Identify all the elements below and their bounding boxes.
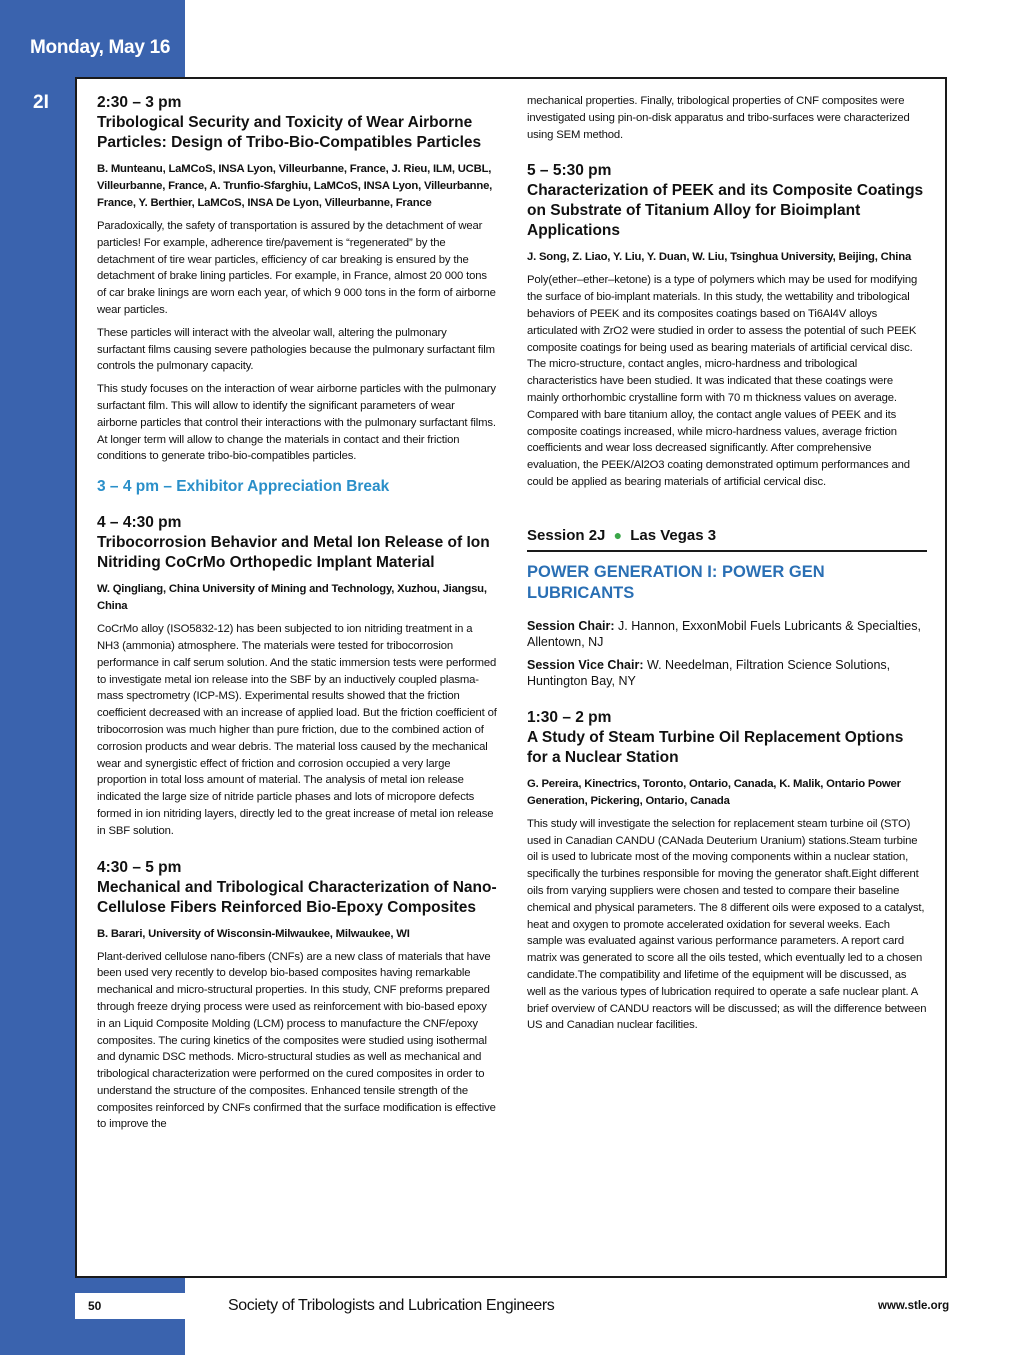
abstract-paragraph: Poly(ether–ether–ketone) is a type of polymers which may be used for modifying the surface of bio-implant materials. In this study, the wettability and tribological behaviors of PEEK and its composites coatings based on Ti6Al4V alloys articulated with ZrO2 were studied in order to assess the potential of such PEEK composite coatings for being used as bearing materials of artificial cervical disc. The micro-structure, contact angles, micro-hardness and tribological characteristics have been studied. It was indicated that these coatings were mainly orthorhombic crystalline form with 70 m thickness values on average. Compared with bare titanium alloy, the contact angle values of PEEK and its composite coatings increased, while micro-hardness values, average friction coefficients and wear loss decreased significantly. After comprehensive evaluation, the PEEK/Al2O3 coating demonstrated optimum performances and could be applied as bearing materials of artificial cervical disc. — [527, 274, 918, 488]
break-heading: 3 – 4 pm – Exhibitor Appreciation Break — [97, 478, 390, 496]
abstract-continued: mechanical properties. Finally, tribological properties of CNF composites were investigated using pin-on-disk apparatus and tribo-surfaces were characterized using SEM method. — [527, 95, 910, 141]
left-column — [97, 93, 497, 1139]
vice-chair-value: W. Needelman, Filtration Science Solutions, Huntington Bay, NY — [527, 657, 891, 688]
abstract-paragraph: Paradoxically, the safety of transportation is assured by the detachment of wear particles! For example, adherence tire/pavement is “regenerated” by the detachment of tire wear particles, efficiency of car breaking is ensured by the detachment of brake lining particles. For example, in France, almost 20 000 tons of car brake linings are worn each year, of which 9 000 tons in the form of airborne wear particles. — [97, 220, 496, 316]
session-code: 2I — [33, 92, 49, 113]
talk-5 — [527, 708, 927, 1034]
website-url: www.stle.org — [878, 1300, 950, 1312]
chair-value: J. Hannon, ExxonMobil Fuels Lubricants & Specialties, Allentown, NJ — [527, 618, 921, 649]
talk-4 — [527, 161, 927, 490]
abstract-paragraph: These particles will interact with the alveolar wall, altering the pulmonary surfactant films causing severe pathologies because the pulmonary surfactant film controls the pulmonary capacity. — [97, 326, 495, 373]
talk-1 — [97, 93, 497, 465]
session-vice-chair — [527, 657, 927, 689]
talk-title: Characterization of PEEK and its Composite Coatings on Substrate of Titanium Alloy for Bioimplant Applications — [527, 182, 924, 240]
session-room: Las Vegas 3 — [630, 526, 717, 544]
vice-chair-label: Session Vice Chair: — [527, 657, 644, 672]
talk-time: 5 – 5:30 pm — [527, 162, 612, 180]
talk-2 — [97, 513, 497, 839]
abstract-paragraph: This study focuses on the interaction of wear airborne particles with the pulmonary surfactant film. This will allow to identify the significant parameters of wear airborne particles that control their interactions with the pulmonary surfactant films. At longer term will allow to change the materials in contact and their friction conditions to generate tribo-bio-compatibles particles. — [97, 383, 496, 463]
talk-authors: B. Munteanu, LaMCoS, INSA Lyon, Villeurbanne, France, J. Rieu, ILM, UCBL, Villeurbanne, France, A. Trunfio-Sfarghiu, LaMCoS, INSA Lyon, Villeurbanne, France, Y. Berthier, LaMCoS, INSA De Lyon, Villeurbanne, France — [97, 163, 493, 209]
talk-title: Tribocorrosion Behavior and Metal Ion Release of Ion Nitriding CoCrMo Orthopedic Implant Material — [97, 534, 490, 572]
society-name: Society of Tribologists and Lubrication Engineers — [228, 1297, 555, 1314]
talk-title: Mechanical and Tribological Characterization of Nano-Cellulose Fibers Reinforced Bio-Epoxy Composites — [97, 878, 497, 916]
page-number: 50 — [88, 1299, 102, 1313]
session-chair — [527, 618, 927, 650]
talk-3 — [97, 858, 497, 1134]
talk-time: 4:30 – 5 pm — [97, 858, 182, 876]
talk-authors: J. Song, Z. Liao, Y. Liu, Y. Duan, W. Liu, Tsinghua University, Beijing, China — [527, 251, 912, 264]
talk-authors: G. Pereira, Kinectrics, Toronto, Ontario, Canada, K. Malik, Ontario Power Generation, Pickering, Ontario, Canada — [527, 777, 901, 807]
talk-title: Tribological Security and Toxicity of Wear Airborne Particles: Design of Tribo-Bio-Compatibles Particles — [97, 114, 482, 151]
chair-label: Session Chair: — [527, 618, 615, 633]
bullet-dot-icon: ● — [613, 526, 623, 543]
abstract-paragraph: Plant-derived cellulose nano-fibers (CNFs) are a new class of materials that have been used very recently to develop bio-based composites having remarkable mechanical and micro-structural properties. In this study, CNF preforms prepared through freeze drying process were used as reinforcement with bio-based epoxy in an Liquid Composite Molding (LCM) process to manufacture the CNF/epoxy composites. The curing kinetics of the composites were studied using isothermal and dynamic DSC methods. Micro-structural studies as well as mechanical and tribological characterization were performed on the cured composites in order to understand the structure of the composites. Enhanced tensile strength of the composites reinforced by CNFs confirmed that the surface modification is effective to improve the — [97, 950, 496, 1131]
abstract-paragraph: This study will investigate the selection for replacement steam turbine oil (STO) used in Canadian CANDU (CANada Deuterium Uranium) stations.Steam turbine oil is used to lubricate most of the moving components within a nuclear station, specifically the turbines responsible for moving the generator shaft.Eight different oils from varying suppliers were chosen and tested to compare their baseline chemical and physical parameters. The 8 different oils were exposed to a catalyst, heat and oxygen to promote accelerated oxidation for several weeks. Each sample was evaluated against various performance parameters. A report card matrix was generated to score all the oils tested, which eventually led to a chosen candidate.The compatibility and lifetime of the equipment will be discussed, as well as the various types of lubrication required to operate a safe nuclear plant. A brief overview of CANDU reactors will be discussed; as will the difference between US and Canadian nuclear facilities. — [527, 817, 927, 1032]
talk-time: 2:30 – 3 pm — [97, 94, 182, 111]
right-column — [527, 93, 927, 1040]
talk-authors: W. Qingliang, China University of Mining and Technology, Xuzhou, Jiangsu, China — [97, 583, 487, 613]
talk-time: 4 – 4:30 pm — [97, 514, 182, 532]
talk-authors: B. Barari, University of Wisconsin-Milwaukee, Milwaukee, WI — [97, 927, 410, 940]
session-header — [527, 527, 927, 552]
talk-title: A Study of Steam Turbine Oil Replacement Options for a Nuclear Station — [527, 728, 904, 766]
abstract-paragraph: CoCrMo alloy (ISO5832-12) has been subjected to ion nitriding treatment in a NH3 (ammonia) atmosphere. The materials were tested for tribocorrosion performance in calf serum solution. And the static immersion tests were performed to investigate metal ion release into the SBF by an inductively coupled plasma-mass spectrometry (ICP-MS). Experimental results showed that the friction coefficient decreased with an increase of applied load. But the friction coefficient of tribocorrosion was much higher than pure friction, due to the combined action of corrosion products and wear debris. The material loss caused by the mechanical wear and synergistic effect of friction and corrosion occupied a very large proportion in total loss amount of material. The analysis of metal ion release indicated the large size of nitride particle phases and lots of micropore defects formed in ion nitriding layers, directly led to the great increase of metal ion release in SBF solution. — [97, 623, 497, 837]
session-name: Session 2J — [527, 526, 606, 544]
date-label: Monday, May 16 — [30, 37, 171, 58]
session-title: POWER GENERATION I: POWER GEN LUBRICANTS — [527, 562, 825, 602]
talk-time: 1:30 – 2 pm — [527, 708, 612, 726]
